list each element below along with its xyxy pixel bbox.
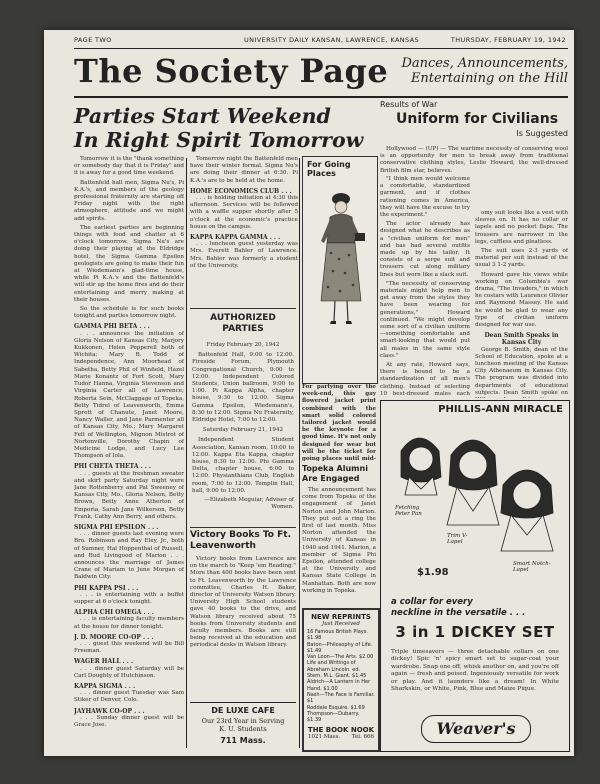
tagline-line-1: Dances, Announcements, bbox=[401, 56, 568, 71]
authorized-signature: —Elizabeth Meguiar, Adviser of Women. bbox=[204, 497, 294, 511]
civilians-column-left bbox=[380, 176, 470, 398]
deluxe-cafe-ad bbox=[190, 702, 296, 751]
lead-paragraph-1: Tomorrow it is the "thank something or somebody day that it is Friday" and it is away for a good time weekend. bbox=[74, 156, 184, 177]
reprint-item: Nash—The Face is Familiar. $1 bbox=[307, 691, 375, 705]
section-title: The Society Page bbox=[74, 52, 389, 90]
deluxe-line-2: K. U. Students bbox=[219, 725, 267, 733]
column-rule-2 bbox=[299, 158, 300, 748]
reprint-item: 16 Famous British Plays. $1.98 bbox=[307, 629, 368, 642]
authorized-list bbox=[190, 339, 296, 513]
sigphi-text: . . . dinner guests last evening were Bro. Robinson and Ray Eley, Jr., both of Sumner, Hal Hoppenthal of Russell, and Bud Livingood of Marion . . . announces the marriage of James Crane of Mariam to June Morgan of Baldwin City. bbox=[74, 531, 184, 581]
middle-paragraph: Tomorrow night the Battenfeld men have their winter formal. Sigma Nu's are doing their dinner at 6:30. Pi K.A.'s are to be held at the home. bbox=[190, 156, 298, 184]
headline-line-2: In Right Spirit Tomorrow bbox=[74, 128, 364, 152]
victory-books-story bbox=[190, 530, 296, 702]
book-nook-ad bbox=[302, 608, 380, 752]
civilians-p4: "The necessity of conserving materials might help men to get away from the styles they have been wearing for generations," Howard continued. "We might develop some sort of a civilian uniform—something comfortable and smart-looking that would put all males in the same style class." bbox=[380, 280, 470, 359]
civilians-suggested: Is Suggested bbox=[516, 129, 568, 138]
lead-story-column bbox=[74, 156, 184, 748]
page-header bbox=[74, 36, 566, 48]
alphachi-text: . . . is entertaining faculty members at the house for dinner tonight. bbox=[74, 616, 184, 630]
main-headline bbox=[74, 104, 364, 152]
civilians-r3: Howard gave his views while working on Columbia's war drama, "The Invaders," in which he costars with Laurence Olivier and Raymond Massey. He said he would be glad to wear any type of civilian uniform designed for war use. bbox=[475, 271, 568, 329]
going-places-title: For Going Places bbox=[307, 160, 351, 178]
lead-paragraph-2: Battenfeld hall men, Sigma Nu's, Pi K.A.'s, and members of the geology professional fraternity are starting off Friday night with the right atmosphere, attitude and we might add spirits. bbox=[74, 179, 184, 222]
column-rule-1 bbox=[186, 158, 187, 748]
kkg-text: . . . luncheon guest yesterday was Mrs. Everett Bahler of Lawrence. Mrs. Bahler was formerly a student of the University. bbox=[190, 241, 298, 269]
paper-name: UNIVERSITY DAILY KANSAN, LAWRENCE, KANSAS bbox=[244, 36, 420, 44]
phillis-ann-ad bbox=[380, 400, 570, 752]
phikappsi-text: . . . is entertaining with a buffet supper at 6 o'clock tonight. bbox=[74, 591, 184, 605]
topeka-text: The announcement has come from Topeka of the engagement of Janet Norton and John Marion. They put out a ring the first of last month. Miss Norton attended the University of Kansas in 1940 and 1941. Marion, a member of Sigma Phi Epsilon, attended college at the University and Kansas State College in Manhattan. Both are now working in Topeka. bbox=[302, 487, 376, 594]
newspaper-page bbox=[44, 30, 574, 756]
civilians-p3: The actor already has designed what he describes as a "civilian uniform for men" and has had several outfits made up by his tailor. It consists of a serge suit and trousers cut along military lines but worn like a slack suit. bbox=[380, 221, 470, 278]
issue-date: THURSDAY, FEBRUARY 19, 1942 bbox=[450, 36, 566, 44]
civilians-p2: "I think men would welcome a comfortable, standardized garment, and if clothes rationing comes in America, they will have the excuse to try the experiment." bbox=[380, 176, 470, 219]
page-number: PAGE TWO bbox=[74, 36, 112, 44]
book-nook-name: THE BOOK NOOK bbox=[307, 726, 375, 735]
authorized-date-1: Friday February 20, 1942 bbox=[206, 342, 280, 348]
weavers-name: Weaver's bbox=[436, 719, 516, 738]
reprint-item: Baton—Philosophy of Life. $1.49 bbox=[307, 641, 373, 654]
authorized-list-2: Independent Student Association, Kansan room, 10:00 to 12:00. Kappa Eta Kappa, chapter house, 8:30 to 12:00. Phi Gamma Delta, chapter house, 6:00 to 12:00. Physianthians Club, English room, 7:00 to 12:00. Templin Hall, hall, 9:00 to 12:00. bbox=[192, 437, 294, 494]
deluxe-line-1: Our 23rd Year in Serving bbox=[201, 717, 285, 725]
going-places-box bbox=[302, 156, 378, 384]
authorized-parties-box bbox=[190, 308, 296, 528]
victory-title: Victory Books To Ft. Leavenworth bbox=[190, 530, 291, 551]
phichi-text: . . . guests at the freshman sweater and skirt party Saturday night were Jane Rottenberry and Pat Sweeney of Kansas City, Mo., Gloria Nelson, Betty Brown, Betty Anne Atherton of Emporia, Sarah Jane Wilkerson, Betty Frank, Cathy Ann Berry, and others. bbox=[74, 470, 184, 520]
civilians-lead bbox=[380, 146, 568, 176]
lead-paragraph-3: The earliest parties are beginning things with food and chatter at 6 o'clock tomorrow. Sigma Nu's are doing their playing at the Eldridge hotel, the Sigma Gamma Epsilon geologists are going to make their fun at Wiedemann's glad-time house, while Pi K.A.'s and the Battenfeld's will stir up the home fires and do their entertaining and merry making at their houses. bbox=[74, 224, 184, 303]
authorized-title: AUTHORIZED PARTIES bbox=[210, 313, 276, 334]
alphachi-heading: ALPHA CHI OMEGA . . . bbox=[74, 609, 154, 617]
going-places-text: For partying over the week-end, this gay flowered jacket print combined with the smart solid colored tailored jacket would be the keynote for a good time. It's not only designed for wear but will be the ticket for going places until mid- bbox=[302, 384, 376, 462]
headline-line-1: Parties Start Weekend bbox=[74, 104, 331, 128]
collar-tagline-2: neckline in the versatile . . . bbox=[391, 608, 526, 618]
gamma-text: . . . announces the initiation of Gloria Nelson of Kansas City, Marjory Kukkonen, Helen Pepperell both of Wichita; Mary B. Todd of Independence, Ann Moorhead of Sabetha, Betty Phil of Winfield, Hazel Marie Konantz of Fort Scott, Mary Tudor Hanna, Virginia Stevenson and Virginia Carter all of Lawrence; Roberta Sein, McClaggage of Topeka, Betty Tidrel of Leavenworth, Emma Sprott of Chanute, Janet Moore, Nancy Waller, and Jane Parmenter all of Kansas City, Mo.; Mary Margaret Felt of Wellington, Mignon Mistrot of Nortonville, Dorothy Chapin of Medicine Lodge, and Lucy Lee Thompson of Iola. bbox=[74, 330, 184, 460]
reprints-list bbox=[304, 627, 378, 725]
wager-text: . . . dinner guest Saturday will be Carl Doughty of Hutchinson. bbox=[74, 665, 184, 679]
topeka-story bbox=[302, 464, 376, 604]
civilians-column-right bbox=[475, 210, 568, 398]
middle-column-top bbox=[190, 156, 298, 302]
civilians-title: Uniform for Civilians bbox=[396, 111, 559, 127]
dickey-copy bbox=[391, 649, 559, 709]
label-smart: Smart Notch-Lapel bbox=[513, 561, 551, 573]
phikappsi-heading: PHI KAPPA PSI . . . bbox=[74, 584, 139, 592]
header-rule bbox=[74, 48, 568, 49]
jayhawk-heading: JAYHAWK CO-OP . . . bbox=[74, 707, 145, 715]
gamma-heading: GAMMA PHI BETA . . . bbox=[74, 323, 150, 331]
civilians-kicker: Results of War bbox=[380, 100, 438, 109]
kappasigma-text: . . . dinner guest Tuesday was Sam Stiker of Denver, Colo. bbox=[74, 690, 184, 704]
tagline-line-2: Entertaining on the Hill bbox=[410, 71, 568, 86]
reprint-item: Van Loon—The Arts. $2.00 bbox=[307, 654, 374, 661]
home-ec-heading: HOME ECONOMICS CLUB . . . bbox=[190, 187, 292, 195]
reprints-subtitle: Just Received bbox=[322, 621, 360, 627]
fashion-illustration bbox=[303, 181, 377, 331]
reprint-item: Roddale Esquire. $1.69 bbox=[307, 704, 365, 711]
deluxe-address: 711 Mass. bbox=[220, 736, 266, 745]
topeka-title: Topeka Alumni Are Engaged bbox=[302, 464, 368, 483]
victory-text: Victory books from Lawrence are on the march to "Keep 'em Reading." More than 400 books have been sent to Ft. Leavenworth by the Lawrence committee, Charles H. Baker, director of University Watson library. University High School students gave 40 books to the drive, and Watson library received about 75 books from University students and faculty members. Books are still being received at the education and periodical desks in Watson library. bbox=[190, 556, 296, 649]
collar-tagline bbox=[391, 597, 561, 619]
going-places-caption bbox=[302, 384, 376, 462]
book-nook-phone: Tel. 666 bbox=[351, 734, 374, 741]
civilians-p1: Hollywood — (UP) — The wartime necessity of conserving wool is an opportunity for men to break away from traditional conservative clothing styles, Leslie Howard, the well-dressed British film star, believes. bbox=[380, 146, 568, 174]
phillis-title: PHILLIS-ANN MIRACLE bbox=[438, 404, 563, 415]
reprints-title: NEW REPRINTS bbox=[311, 613, 371, 621]
victory-body bbox=[190, 556, 296, 652]
book-nook-address: 1021 Mass. bbox=[308, 734, 341, 741]
deluxe-name: DE LUXE CAFE bbox=[211, 706, 275, 715]
phichi-heading: PHI CHETA THETA . . . bbox=[74, 463, 152, 471]
reprint-item: Life and Writings of Abraham Lincoln. ed. Stern. M.L. Giant. $1.45 bbox=[307, 660, 367, 680]
sigphi-heading: SIGMA PHI EPSILON . . . bbox=[74, 523, 159, 531]
civilians-p5: At any rate, Howard says, there is bound to be a standardization of all men's clothing. Instead of selecting 10 best-dressed males each bbox=[380, 362, 470, 397]
kkg-heading: KAPPA KAPPA GAMMA . . . bbox=[190, 234, 281, 242]
masthead-rule bbox=[74, 96, 568, 98]
reprint-item: Aldrich—A Lantern in Her Hand. $1.00 bbox=[307, 679, 371, 692]
jdmoore-text: . . . guest this weekend will be Bill Freeman. bbox=[74, 641, 184, 655]
topeka-body bbox=[302, 487, 376, 597]
reprint-item: Thompson—Dubarry. $1.39 bbox=[307, 710, 360, 724]
civilians-r2: The suit uses 2-3 yards of material per suit instead of the usual 3 1-2 yards. bbox=[475, 248, 568, 269]
wager-heading: WAGER HALL . . . bbox=[74, 658, 134, 666]
dickey-set-title: 3 in 1 DICKEY SET bbox=[395, 623, 555, 641]
label-trim: Trim V-Lapel bbox=[447, 533, 468, 545]
label-fetching: Fetching Peter Pan bbox=[395, 505, 422, 517]
dean-smith-heading: Dean Smith Speaks in Kansas City bbox=[484, 332, 559, 347]
authorized-list-1: Battenfeld Hall, 9:00 to 12:00. Fireside Forum, Plymouth Congregational Church, 9:00 to 12:00. Independent Colored Students, Union ballroom, 9:00 to 1:00. Pi Kappa Alpha, chapter house, 9:30 to 12:00. Sigma Gamma Epsilon, Wiedemann's, 8:30 to 12:00. Sigma Nu Fraternity, Eldridge Hotel, 7:00 to 12:00. bbox=[192, 352, 294, 424]
jayhawk-text: . . . Sunday dinner guest will be Grace Jose. bbox=[74, 714, 184, 729]
collar-tagline-1: a collar for every bbox=[391, 597, 473, 607]
weavers-logo bbox=[421, 715, 531, 743]
home-ec-text: . . . is holding initiation at 4:30 this afternoon. Services will be followed with a waffle supper shortly after 5 o'clock at the economic's practice house on the campus. bbox=[190, 195, 298, 230]
section-tagline bbox=[363, 56, 568, 86]
kappasigma-heading: KAPPA SIGMA . . . bbox=[74, 683, 136, 691]
dickey-text: Triple timesavers — three detachable collars on one dickey! Spic 'n' spicy smart set to sugar-coat your wardrobe. Snap one off, whisk another on, and you're off again — fresh and poised. Ingeniously versatile for work or play. And it launders like a dream! In White Sharkskin, or White, Pink, Blue and Maize Pique. bbox=[391, 649, 559, 693]
dean-smith-text: George B. Smith, dean of the School of Education, spoke at a luncheon meeting of the Kansas City Athenaeum in Kansas City. The program was divided into departments of educational subjects. Dean Smith spoke on bbox=[475, 346, 568, 396]
civilians-r1: omy suit looks like a vest with sleeves on. It has no collar or lapels and no pocket flaps. The trousers are narrower in the legs, cuffless and pleatless. bbox=[475, 210, 568, 245]
authorized-date-2: Saturday February 21, 1942 bbox=[202, 427, 284, 434]
book-nook-footer bbox=[304, 734, 378, 740]
collar-price: $1.98 bbox=[417, 567, 449, 578]
jdmoore-heading: J. D. MOORE CO-OP . . . bbox=[74, 633, 154, 641]
lead-paragraph-4: So the schedule is for such books tonight and parties tomorrow night. bbox=[74, 306, 184, 320]
